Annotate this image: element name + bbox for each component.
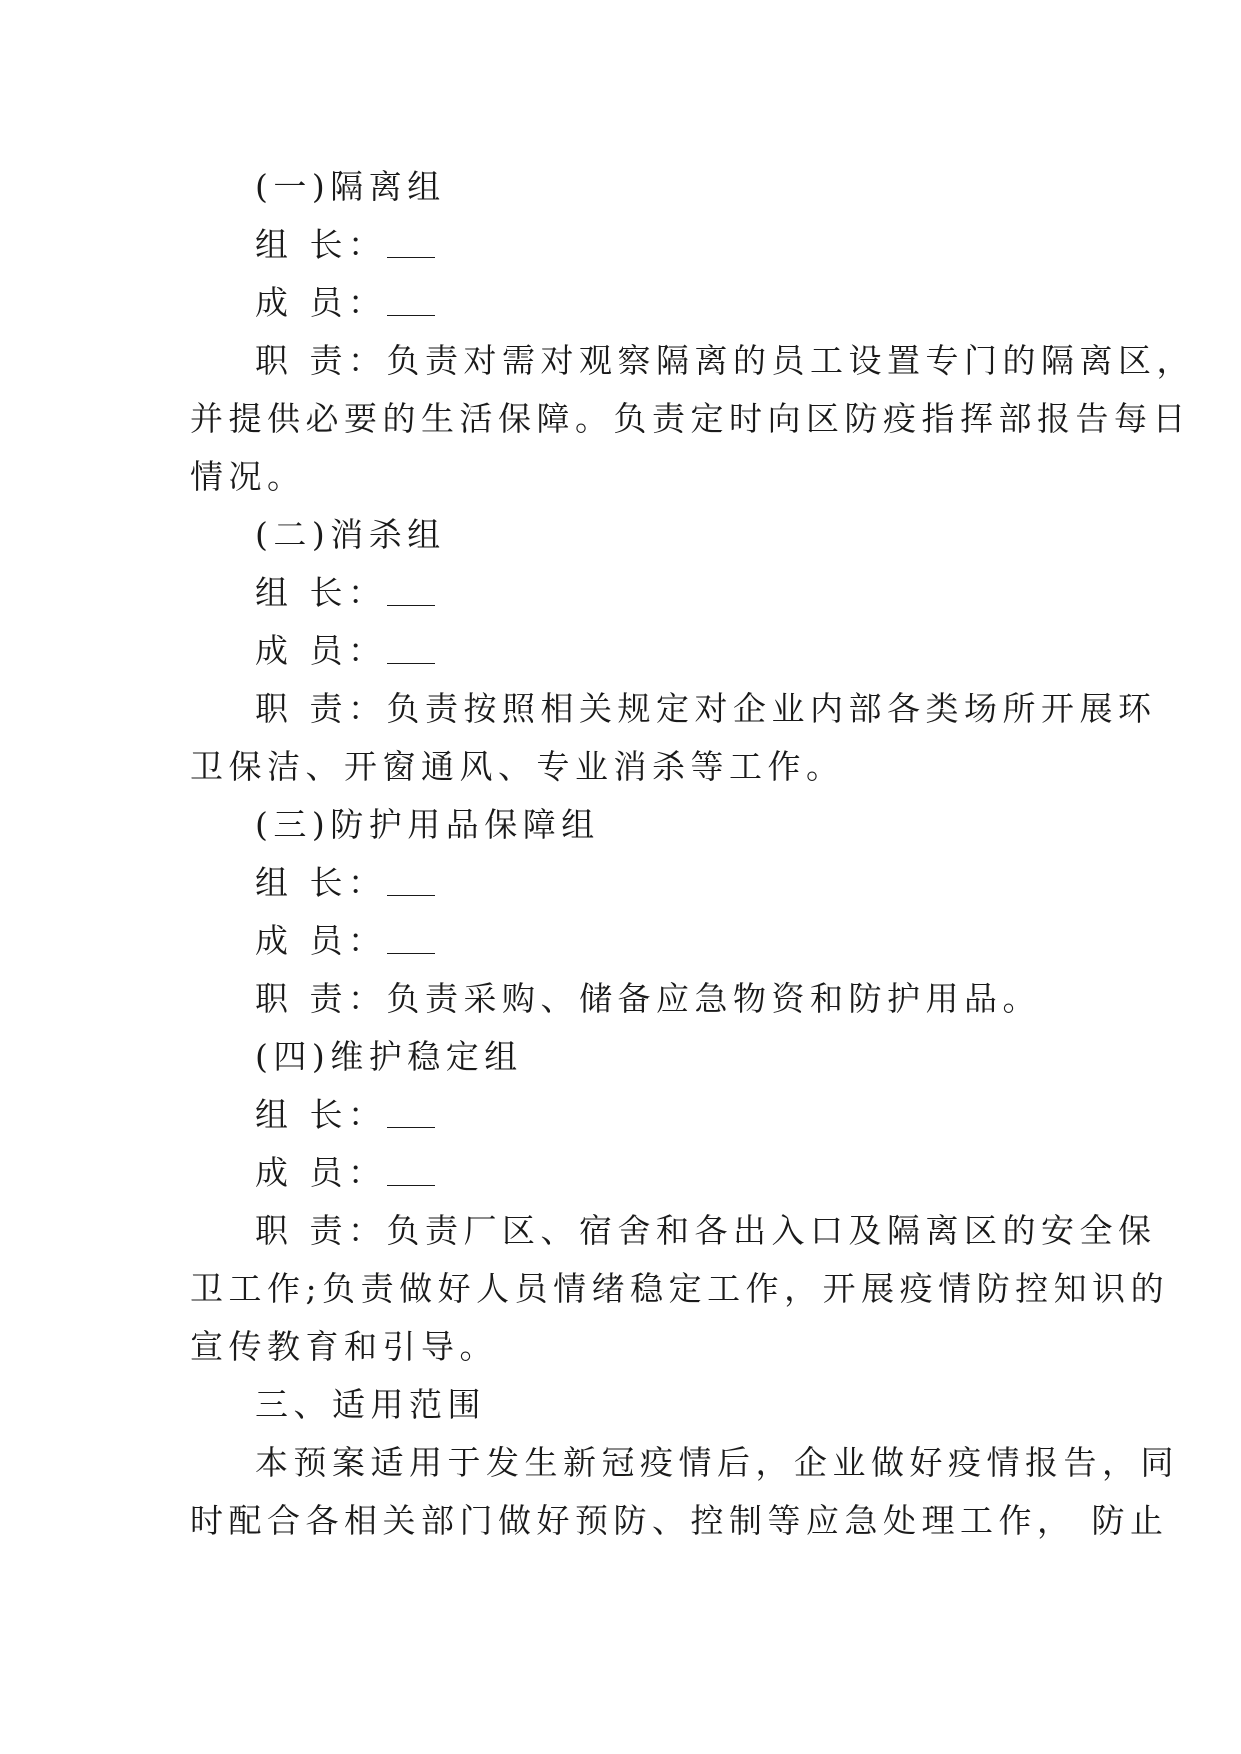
leader-label: 组 长： bbox=[255, 573, 387, 612]
member-blank bbox=[387, 285, 435, 316]
duty-text: 卫保洁、开窗通风、专业消杀等工作。 bbox=[190, 747, 845, 786]
duty-text: 职 责：负责对需对观察隔离的员工设置专门的隔离区， bbox=[255, 341, 1195, 380]
leader-row bbox=[255, 564, 1060, 622]
leader-row bbox=[255, 216, 1060, 274]
member-label: 成 员： bbox=[255, 1153, 387, 1192]
member-row bbox=[255, 622, 1060, 680]
duty-text: 职 责：负责按照相关规定对企业内部各类场所开展环 bbox=[255, 689, 1157, 728]
member-blank bbox=[387, 633, 435, 664]
duty-text: 职 责：负责厂区、宿舍和各出入口及隔离区的安全保 bbox=[255, 1211, 1157, 1250]
leader-label: 组 长： bbox=[255, 225, 387, 264]
duty-text: 卫工作;负责做好人员情绪稳定工作，开展疫情防控知识的 bbox=[190, 1269, 1170, 1308]
member-label: 成 员： bbox=[255, 631, 387, 670]
duty-text: 职 责：负责采购、储备应急物资和防护用品。 bbox=[255, 979, 1041, 1018]
member-row bbox=[255, 912, 1060, 970]
leader-label: 组 长： bbox=[255, 1095, 387, 1134]
leader-row bbox=[255, 854, 1060, 912]
scope-heading: 三、适用范围 bbox=[255, 1385, 486, 1424]
scope-text: 本预案适用于发生新冠疫情后，企业做好疫情报告，同 bbox=[255, 1443, 1179, 1482]
leader-label: 组 长： bbox=[255, 863, 387, 902]
member-row bbox=[255, 274, 1060, 332]
duty-text: 情况。 bbox=[190, 457, 306, 496]
section-heading: (四)维护稳定组 bbox=[255, 1037, 523, 1076]
member-blank bbox=[387, 1155, 435, 1186]
leader-blank bbox=[387, 1097, 435, 1128]
section-heading: (二)消杀组 bbox=[255, 515, 446, 554]
member-label: 成 员： bbox=[255, 283, 387, 322]
leader-blank bbox=[387, 575, 435, 606]
section-heading: (三)防护用品保障组 bbox=[255, 805, 600, 844]
leader-blank bbox=[387, 227, 435, 258]
duty-text: 宣传教育和引导。 bbox=[190, 1327, 498, 1366]
member-row bbox=[255, 1144, 1060, 1202]
member-label: 成 员： bbox=[255, 921, 387, 960]
leader-blank bbox=[387, 865, 435, 896]
leader-row bbox=[255, 1086, 1060, 1144]
scope-text: 时配合各相关部门做好预防、控制等应急处理工作， 防止 bbox=[190, 1501, 1169, 1540]
section-heading: (一)隔离组 bbox=[255, 167, 446, 206]
member-blank bbox=[387, 923, 435, 954]
duty-text: 并提供必要的生活保障。负责定时向区防疫指挥部报告每日 bbox=[190, 399, 1191, 438]
